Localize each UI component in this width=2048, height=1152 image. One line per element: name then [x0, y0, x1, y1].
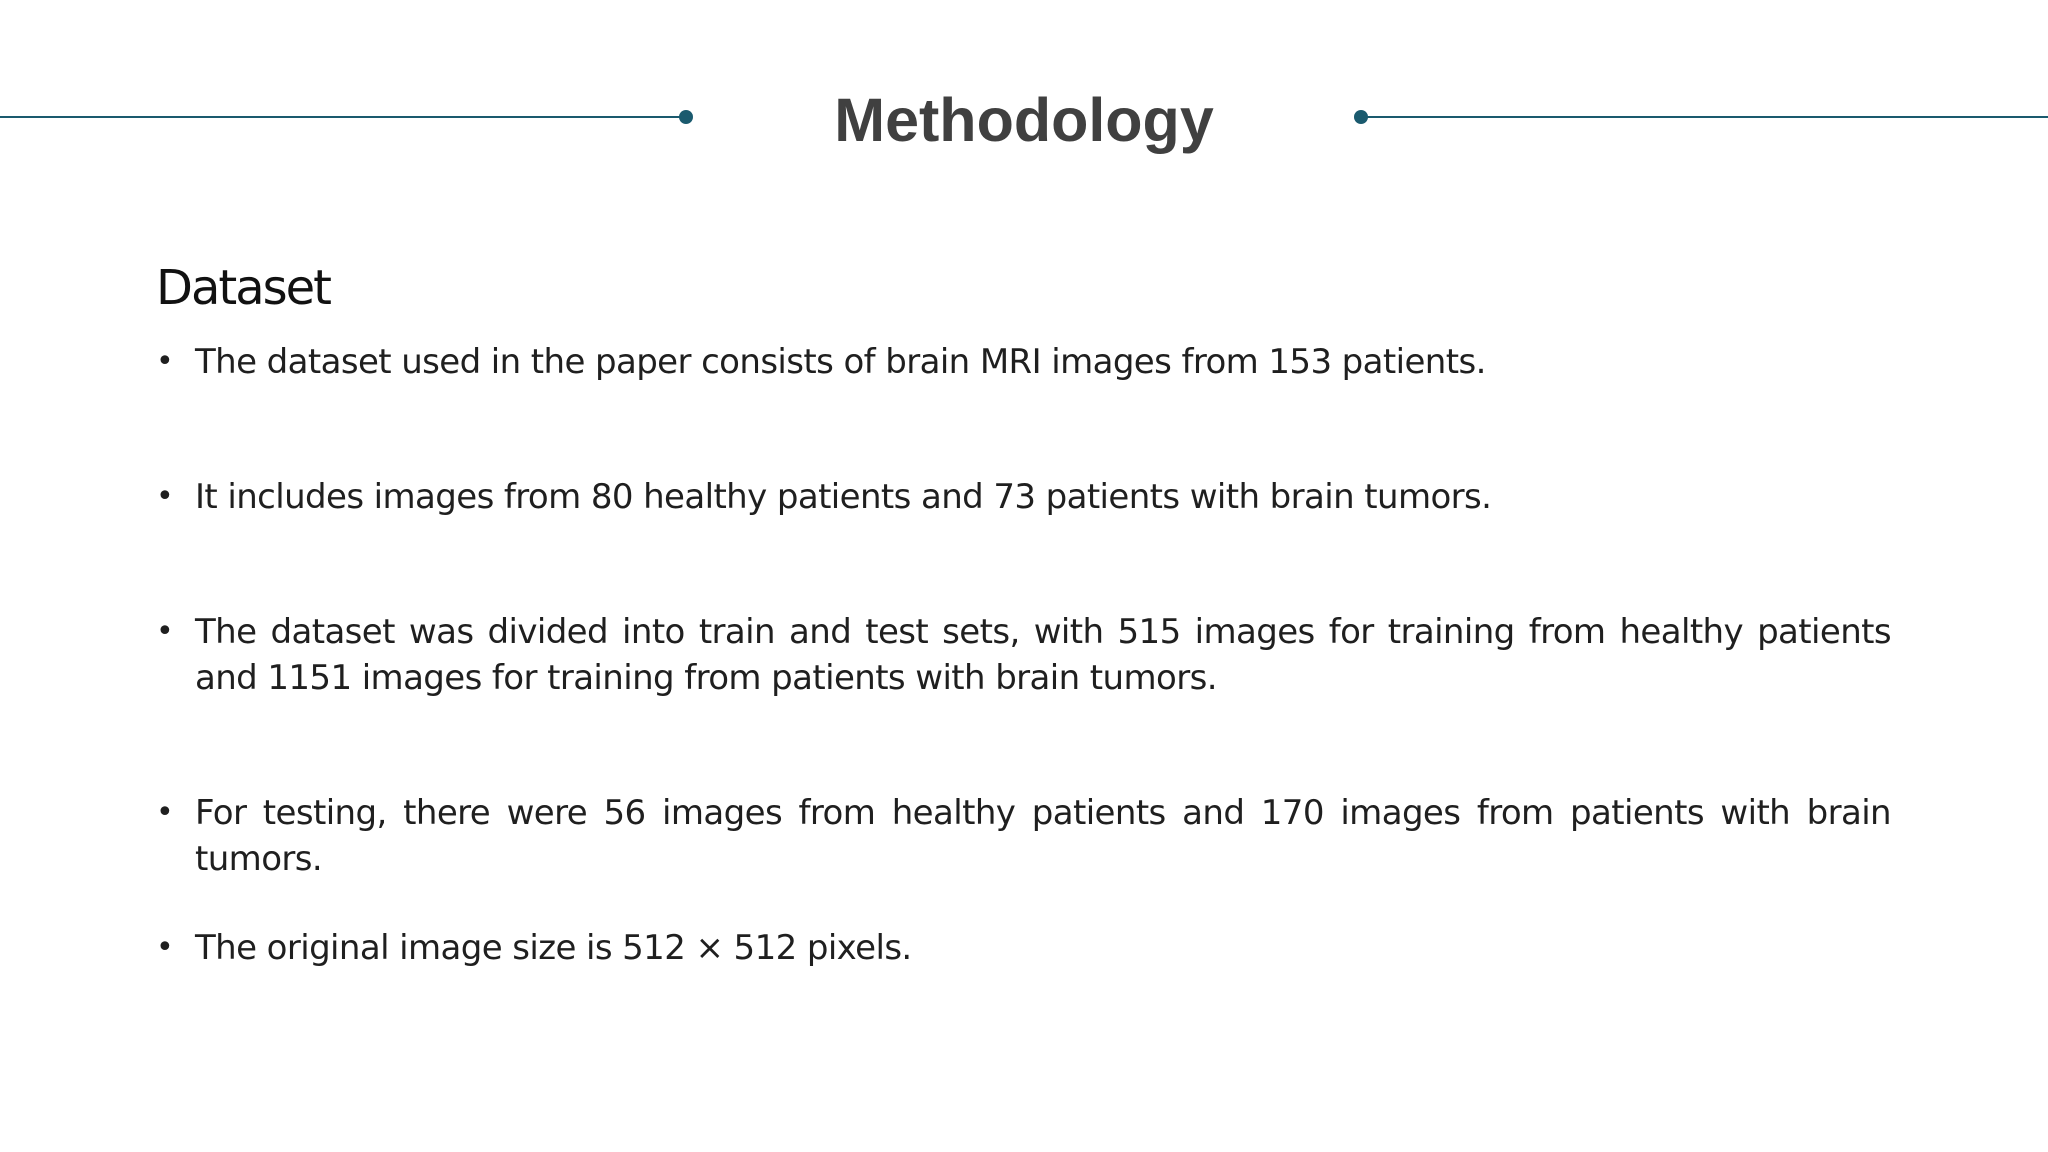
slide-title: Methodology: [834, 86, 1214, 154]
title-rule-left: [0, 116, 686, 118]
bullet-item: [156, 609, 1891, 701]
bullet-text: The dataset was divided into train and test sets, with 515 images for training from healthy patients and 1151 images for training from patients with brain tumors.: [195, 612, 1891, 698]
bullet-item: [156, 925, 1891, 971]
section-heading: Dataset: [156, 260, 330, 316]
bullet-marker: •: [156, 795, 174, 830]
title-rule-right: [1361, 116, 2048, 118]
bullet-item: [156, 474, 1891, 520]
bullet-text: For testing, there were 56 images from healthy patients and 170 images from patients with brain tumors.: [195, 793, 1891, 879]
bullet-text: The original image size is 512 × 512 pixels.: [195, 928, 912, 968]
bullet-text: The dataset used in the paper consists of brain MRI images from 153 patients.: [195, 342, 1486, 382]
bullet-item: [156, 339, 1891, 385]
bullet-marker: •: [156, 479, 174, 514]
bullet-marker: •: [156, 344, 174, 379]
bullet-item: [156, 790, 1891, 882]
title-rule-left-dot: [679, 110, 693, 124]
bullet-text: It includes images from 80 healthy patients and 73 patients with brain tumors.: [195, 477, 1492, 517]
bullet-marker: •: [156, 930, 174, 965]
bullet-marker: •: [156, 614, 174, 649]
